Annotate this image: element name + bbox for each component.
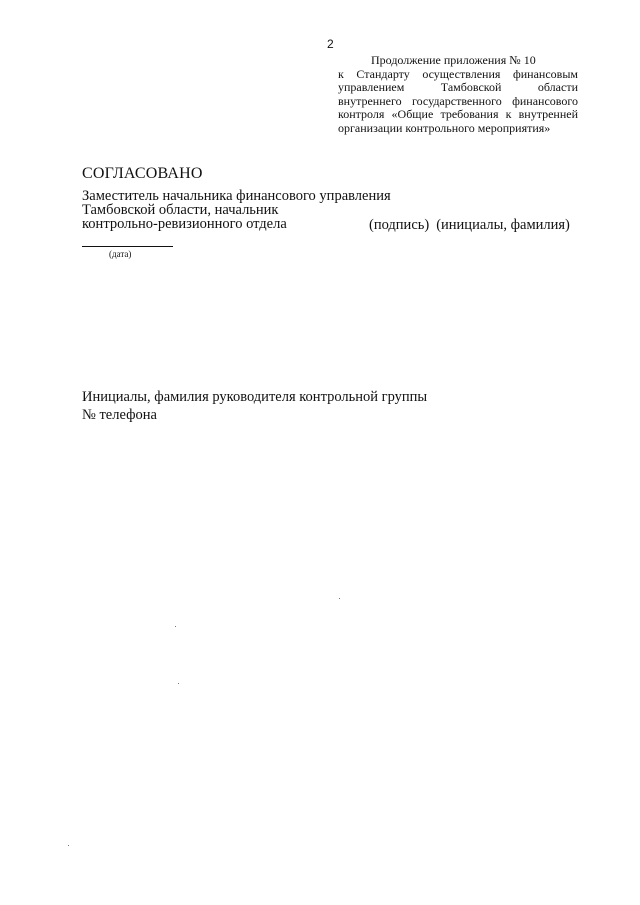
signer-line: Тамбовской области, начальник (82, 202, 279, 218)
approval-heading: СОГЛАСОВАНО (82, 165, 203, 182)
name-label: (инициалы, фамилия) (436, 217, 570, 233)
signer-line: Заместитель начальника финансового управления (82, 188, 391, 204)
date-underline (82, 246, 173, 247)
appendix-line: внутреннего государственного финансового (338, 93, 578, 108)
phone-label: № телефона (82, 407, 157, 423)
date-label: (дата) (109, 249, 132, 259)
signature-label: (подпись) (369, 217, 430, 233)
appendix-title-line: Продолжение приложения № 10 (371, 53, 536, 67)
signer-position (82, 189, 391, 231)
appendix-line: контроля «Общие требования к внутренней (338, 107, 578, 121)
contact-block (82, 388, 427, 424)
signature-labels (369, 217, 570, 234)
scan-speck (68, 845, 69, 846)
page-number: 2 (327, 37, 334, 51)
appendix-reference (338, 54, 578, 135)
scan-speck (339, 598, 340, 599)
scan-speck (178, 683, 179, 684)
group-leader-label: Инициалы, фамилия руководителя контрольной группы (82, 389, 428, 405)
appendix-line: управлением Тамбовской области (338, 80, 578, 94)
scan-speck (175, 626, 176, 627)
appendix-line: организации контрольного мероприятия» (338, 120, 551, 135)
signer-line: контрольно-ревизионного отдела (82, 216, 287, 232)
appendix-line: к Стандарту осуществления финансовым (338, 66, 578, 81)
